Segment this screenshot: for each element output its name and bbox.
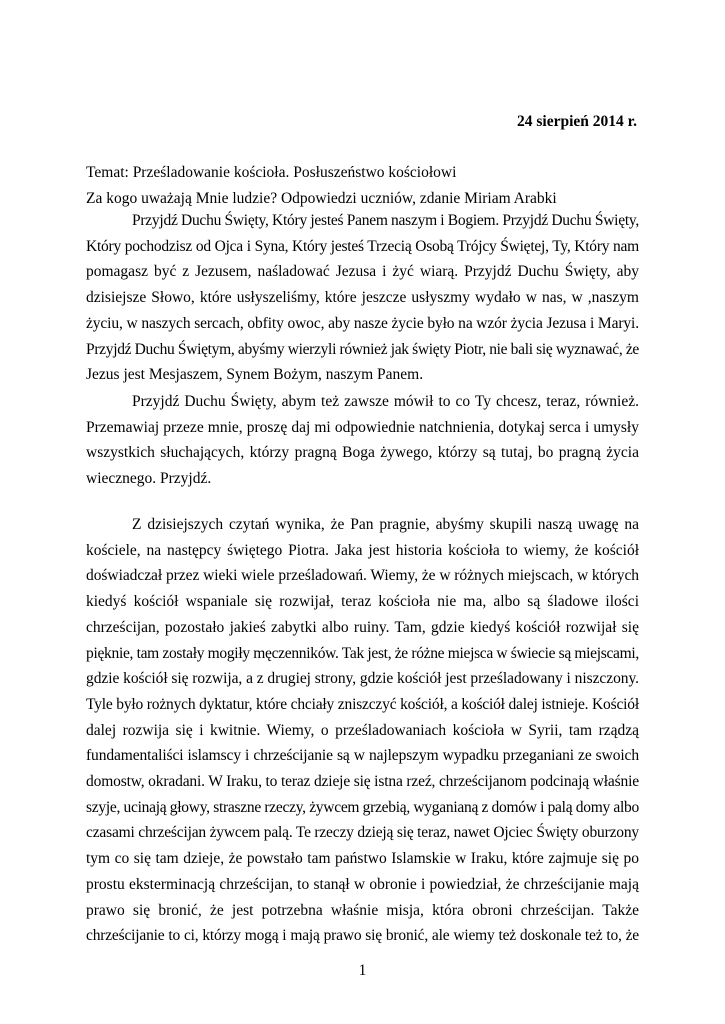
paragraph-prayer-1	[86, 208, 639, 388]
text-line: Przemawiaj przeze mnie, proszę daj mi odpowiednie natchnienia, dotykaj serca i umysły	[86, 418, 639, 436]
text-line: gdzie kościół się rozwija, a z drugiej strony, gdzie kościół jest prześladowany i niszczony.	[86, 670, 639, 688]
subtopic-line: Za kogo uważają Mnie ludzie? Odpowiedzi uczniów, zdanie Miriam Arabki	[86, 189, 557, 207]
paragraph-homily	[86, 512, 639, 949]
text-line: Tyle było rożnych dyktatur, które chciały zniszczyć kościół, a kościół dalej istnieje. Kościół	[86, 695, 639, 713]
text-line: Jezus jest Mesjaszem, Synem Bożym, naszym Panem.	[86, 366, 424, 384]
text-line: kiedyś kościół wspaniale się rozwijał, teraz kościoła nie ma, albo są śladowe ilości	[86, 593, 639, 611]
text-line: tym co się tam dzieje, że powstało tam państwo Islamskie w Iraku, które zajmuje się po	[86, 850, 639, 868]
text-line: prostu eksterminacją chrześcijan, to stanął w obronie i powiedział, że chrześcijanie mają	[86, 875, 639, 893]
document-date: 24 sierpień 2014 r.	[517, 113, 637, 130]
text-line: fundamentaliści islamscy i chrześcijanie są w najlepszym wypadku przeganiani ze swoich	[86, 747, 639, 765]
text-line: Przyjdź Duchu Świętym, abyśmy wierzyli również jak święty Piotr, nie bali się wyznawać, że	[86, 340, 639, 358]
text-line: chrześcijanie to ci, którzy mogą i mają prawo się bronić, ale wiemy też doskonale też to, że	[86, 927, 639, 945]
text-line: Przyjdź Duchu Święty, abym też zawsze mówił to co Ty chcesz, teraz, również.	[132, 393, 639, 410]
text-line: dalej rozwija się i kwitnie. Wiemy, o prześladowaniach kościoła w Syrii, tam rządzą	[86, 721, 639, 739]
text-line: kościele, na następcy świętego Piotra. Jaka jest historia kościoła to wiemy, że kościół	[86, 541, 639, 559]
text-line: doświadczał przez wieki wiele prześladowań. Wiemy, że w różnych miejscach, w których	[86, 567, 639, 585]
text-line: pięknie, tam zostały mogiły męczenników. Tak jest, że różne miejsca w świecie są miejscami,	[86, 644, 639, 662]
text-line: życiu, w naszych sercach, obfity owoc, aby nasze życie było na wzór życia Jezusa i Maryi.	[86, 314, 639, 332]
text-line: Z dzisiejszych czytań wynika, że Pan pragnie, abyśmy skupili naszą uwagę na	[132, 516, 639, 533]
topic-line: Temat: Prześladowanie kościoła. Posłuszeństwo kościołowi	[86, 164, 457, 181]
document-header	[86, 160, 639, 211]
text-line: dzisiejsze Słowo, które usłyszeliśmy, które jeszcze usłyszmy wydało w nas, w ,naszym	[86, 289, 639, 307]
page-number: 1	[358, 962, 367, 979]
text-line: pomagasz być z Jezusem, naśladować Jezusa i żyć wiarą. Przyjdź Duchu Święty, aby	[86, 263, 639, 281]
text-line: wszystkich słuchających, którzy pragną Boga żywego, którzy są tutaj, bo pragną życia	[86, 444, 639, 462]
text-line: chrześcijan, pozostało jakieś zabytki albo ruiny. Tam, gdzie kiedyś kościół rozwijał się	[86, 618, 639, 636]
text-line: szyje, ucinają głowy, straszne rzeczy, żywcem grzebią, wyganianą z domów i palą domy albo	[86, 798, 639, 816]
paragraph-prayer-2	[86, 389, 639, 492]
text-line: Który pochodzisz od Ojca i Syna, Który jesteś Trzecią Osobą Trójcy Świętej, Ty, Który nam	[86, 237, 639, 255]
text-line: czasami chrześcijan żywcem palą. Te rzeczy dzieją się teraz, nawet Ojciec Święty oburzony	[86, 824, 639, 842]
text-line: prawo się bronić, że jest potrzebna właśnie misja, która obroni chrześcijan. Także	[86, 901, 639, 919]
text-line: Przyjdź Duchu Święty, Który jesteś Panem naszym i Bogiem. Przyjdź Duchu Święty,	[132, 212, 639, 229]
text-line: wiecznego. Przyjdź.	[86, 470, 212, 488]
text-line: domostw, okradani. W Iraku, to teraz dzieje się istna rzeź, chrześcijanom podcinają właśnie	[86, 773, 639, 791]
